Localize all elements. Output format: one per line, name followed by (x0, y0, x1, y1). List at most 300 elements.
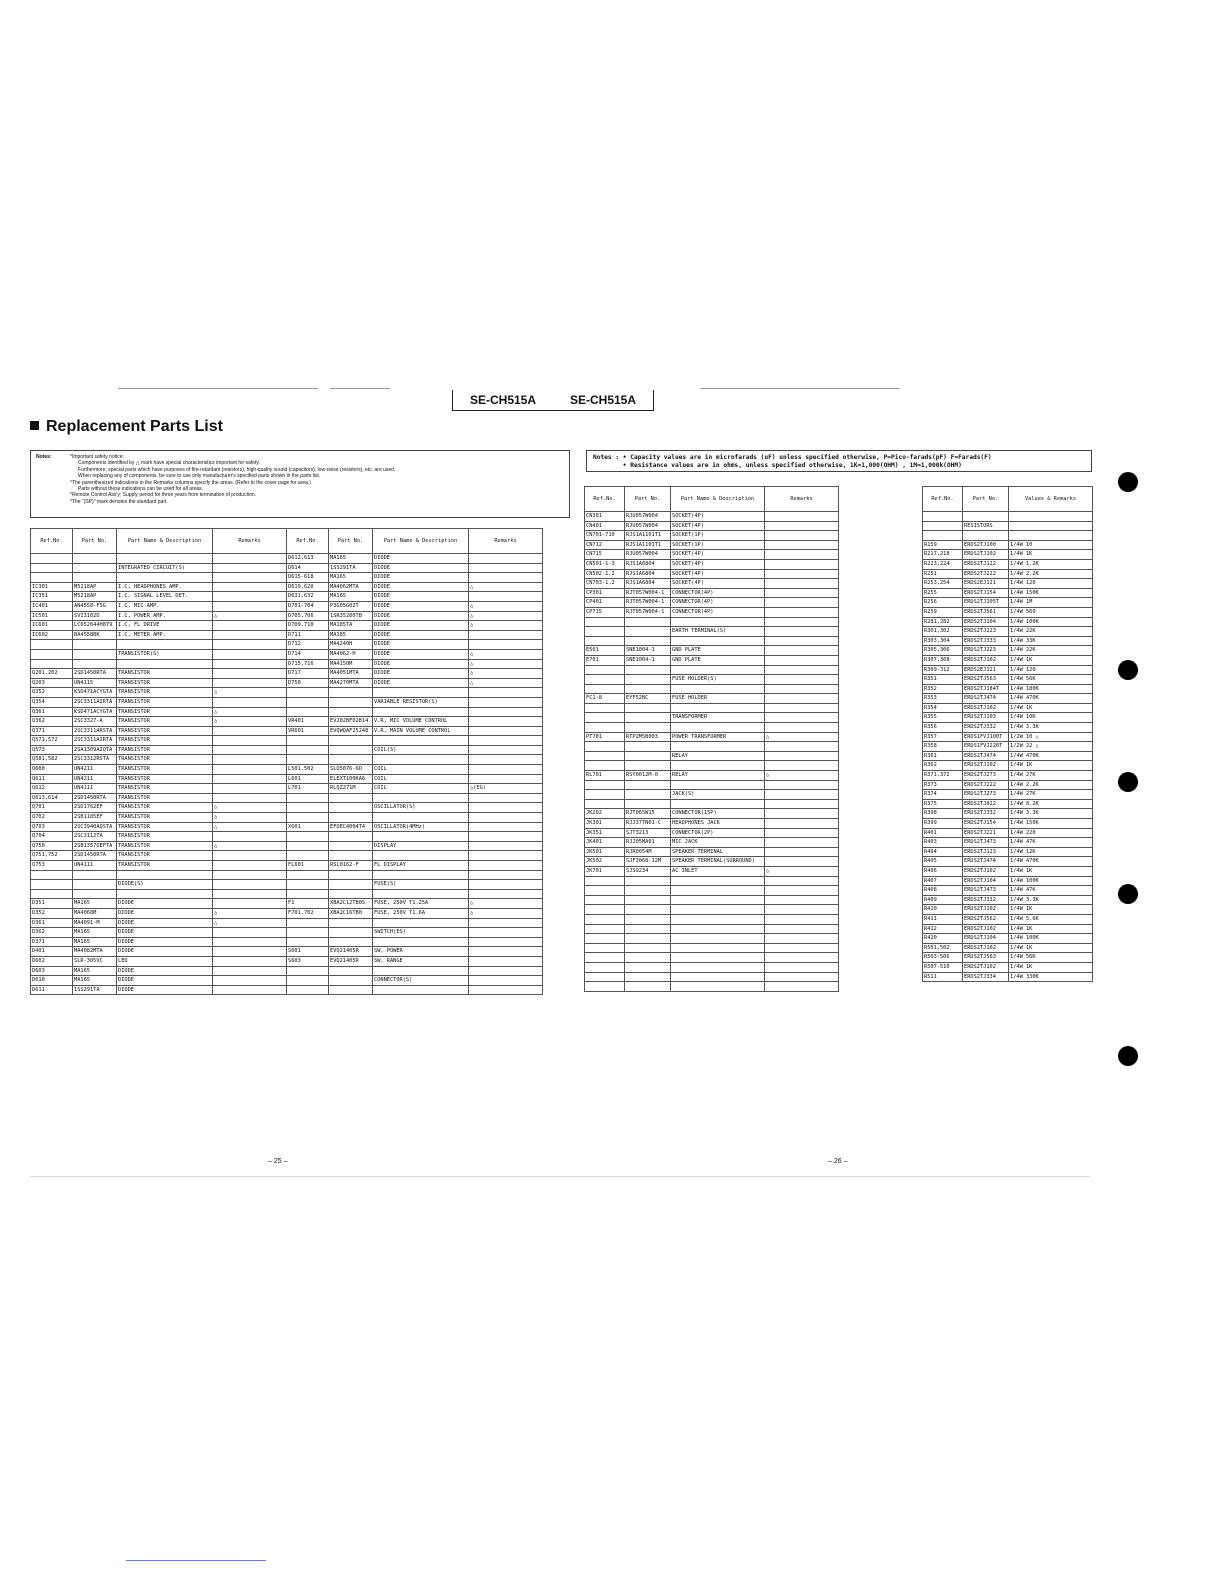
table-cell (625, 665, 671, 675)
table-cell (671, 742, 765, 752)
table-cell: ERDS2TJ563 (963, 953, 1009, 963)
table-cell (73, 554, 117, 564)
table-cell: R401 (923, 828, 963, 838)
table-row (923, 914, 1093, 924)
table-cell: RELAY (671, 751, 765, 761)
table-row (923, 924, 1093, 934)
table-cell: GND PLATE (671, 646, 765, 656)
table-cell: R355 (923, 713, 963, 723)
table-cell (671, 914, 765, 924)
table-row (923, 819, 1093, 829)
table-cell (329, 832, 373, 842)
table-row (585, 819, 839, 829)
table-cell: △ (213, 611, 287, 621)
table-row (287, 582, 543, 592)
table-cell: R357 (923, 732, 963, 742)
table-cell (765, 646, 839, 656)
table-cell: R223,224 (923, 559, 963, 569)
table-cell: UN4115 (73, 678, 117, 688)
table-cell (469, 592, 543, 602)
table-cell: 1/4W 1K (1009, 655, 1093, 665)
table-cell: CN715 (585, 550, 625, 560)
table-cell: EVQ21405R (329, 947, 373, 957)
table-cell (329, 966, 373, 976)
table-row (31, 601, 287, 611)
table-cell (765, 895, 839, 905)
table-row (923, 550, 1093, 560)
table-cell: R406 (923, 866, 963, 876)
table-cell: XBA2C12TB0S (329, 899, 373, 909)
table-row (923, 588, 1093, 598)
table-cell: ERDS2TJ474 (963, 751, 1009, 761)
table-row (923, 809, 1093, 819)
table-cell: 2SD1450RTA (73, 669, 117, 679)
table-cell: DIODE (373, 573, 469, 583)
table-cell (765, 751, 839, 761)
table-cell: IC602 (31, 630, 73, 640)
table-row (585, 972, 839, 982)
table-row (585, 550, 839, 560)
table-cell: AN4558-FSG (73, 601, 117, 611)
table-cell: ERDS1FVJ100T (963, 732, 1009, 742)
table-row (31, 630, 287, 640)
table-cell (765, 761, 839, 771)
table-cell: D352 (31, 908, 73, 918)
table-cell: RJS1A1101T1 (625, 531, 671, 541)
notes-left (30, 450, 570, 518)
table-cell (469, 976, 543, 986)
table-row (585, 559, 839, 569)
table-cell (625, 780, 671, 790)
table-cell: △ (469, 649, 543, 659)
table-cell (329, 813, 373, 823)
table-cell: Q362 (31, 717, 73, 727)
table-row (31, 678, 287, 688)
table-row (31, 947, 287, 957)
table-cell: 1/4W 470K (1009, 751, 1093, 761)
table-cell: 1/4W 470K (1009, 857, 1093, 867)
header-rule-right (700, 388, 900, 389)
table-cell (213, 582, 287, 592)
table-row (923, 751, 1093, 761)
table-cell (671, 617, 765, 627)
table-cell: ERDS2TJ474 (963, 857, 1009, 867)
table-cell (31, 870, 73, 880)
table-row (923, 723, 1093, 733)
table-cell (329, 937, 373, 947)
table-cell: 2SC3327-A (73, 717, 117, 727)
table-cell: ERDS2EJ121 (963, 579, 1009, 589)
table-cell (585, 761, 625, 771)
table-cell (469, 726, 543, 736)
table-cell: ERDS2TJ822 (963, 799, 1009, 809)
table-cell (469, 765, 543, 775)
table-cell: D709,710 (287, 621, 329, 631)
table-cell: PT701 (585, 732, 625, 742)
table-cell: Q573 (31, 745, 73, 755)
table-cell: D371 (31, 937, 73, 947)
table-cell: 1/4W 180K (1009, 684, 1093, 694)
table-cell: CN701-710 (585, 531, 625, 541)
table-row (585, 876, 839, 886)
table-cell (585, 982, 625, 992)
table-cell: △ (469, 908, 543, 918)
table-cell: CONNECTOR(15P) (671, 809, 765, 819)
table-cell (469, 832, 543, 842)
table-cell: D701-704 (287, 601, 329, 611)
table-cell: FUSE HOLDER(S) (671, 675, 765, 685)
table-cell: CN712 (585, 540, 625, 550)
table-cell: DIODE (373, 554, 469, 564)
table-row (585, 934, 839, 944)
table-cell (117, 889, 213, 899)
table-cell: X601 (287, 822, 329, 832)
table-cell: ERDS2TJ184T (963, 684, 1009, 694)
col-header: Part Name & Description (373, 529, 469, 554)
table-row (585, 771, 839, 781)
table-cell (625, 924, 671, 934)
table-cell (765, 847, 839, 857)
table-cell (585, 627, 625, 637)
table-cell (469, 966, 543, 976)
table-cell: R303,304 (923, 636, 963, 646)
table-row (287, 899, 543, 909)
table-cell: Q354 (31, 697, 73, 707)
table-cell (625, 617, 671, 627)
table-cell: OSCILLATOR(S) (373, 803, 469, 813)
table-cell: CONNECTOR(4P) (671, 598, 765, 608)
table-row (585, 953, 839, 963)
table-cell: ERDS2TJ102 (963, 905, 1009, 915)
table-cell: R351 (923, 675, 963, 685)
table-row (585, 742, 839, 752)
table-cell (585, 953, 625, 963)
table-cell (469, 688, 543, 698)
table-cell: SNE1004-1 (625, 646, 671, 656)
table-cell: D603 (31, 966, 73, 976)
table-cell: DIODE (117, 908, 213, 918)
table-cell: FUSE HOLDER (671, 694, 765, 704)
table-cell (469, 745, 543, 755)
table-cell: 1/4W 27K (1009, 771, 1093, 781)
table-cell (329, 985, 373, 995)
table-cell (765, 550, 839, 560)
table-cell (117, 659, 213, 669)
table-cell: SW, POWER (373, 947, 469, 957)
table-cell: △ (213, 707, 287, 717)
table-cell (923, 512, 963, 522)
table-row (585, 531, 839, 541)
table-row (287, 966, 543, 976)
table-row (287, 726, 543, 736)
table-cell: R503-506 (923, 953, 963, 963)
table-cell (585, 684, 625, 694)
table-row (31, 736, 287, 746)
table-cell (671, 982, 765, 992)
table-cell: SOCKET(1P) (671, 540, 765, 550)
table-cell (585, 905, 625, 915)
table-cell: V.R, MIC VOLUME CONTROL (373, 717, 469, 727)
table-cell: FL DISPLAY (373, 861, 469, 871)
table-row (31, 985, 287, 995)
page-number-left: – 25 – (268, 1158, 288, 1165)
table-row (287, 822, 543, 832)
table-row (585, 675, 839, 685)
table-cell: ERDS2TJ102 (963, 761, 1009, 771)
table-cell: DIODE (117, 937, 213, 947)
table-cell (671, 703, 765, 713)
table-cell: D610 (31, 976, 73, 986)
table-cell (329, 870, 373, 880)
table-row (31, 803, 287, 813)
table-row (287, 601, 543, 611)
table-cell: SLR-305VC (73, 956, 117, 966)
table-cell (287, 707, 329, 717)
table-cell: CP401 (585, 598, 625, 608)
table-row (31, 851, 287, 861)
table-cell (765, 905, 839, 915)
table-cell: R353 (923, 694, 963, 704)
table-cell: TRANSISTOR (117, 697, 213, 707)
table-cell: △ (765, 771, 839, 781)
table-cell (287, 697, 329, 707)
table-cell: ERDS2TJ333 (963, 636, 1009, 646)
table-row (31, 554, 287, 564)
table-cell (469, 985, 543, 995)
table-row (923, 598, 1093, 608)
table-cell: MA165 (73, 937, 117, 947)
table-row (31, 832, 287, 842)
table-row (923, 934, 1093, 944)
table-cell: MA4091-M (73, 918, 117, 928)
table-cell (373, 736, 469, 746)
table-row (287, 861, 543, 871)
table-cell (31, 649, 73, 659)
table-cell (287, 928, 329, 938)
table-cell: DIODE (373, 649, 469, 659)
table-row (923, 579, 1093, 589)
table-cell: 1/4W 1K (1009, 905, 1093, 915)
table-cell: 1/4W 1K (1009, 943, 1093, 953)
table-row (287, 573, 543, 583)
table-cell (765, 790, 839, 800)
table-cell (31, 880, 73, 890)
table-cell: EFOEC4004T4 (329, 822, 373, 832)
table-cell: DIODE (117, 976, 213, 986)
table-cell (671, 665, 765, 675)
table-cell: ERDS2TJ334 (963, 972, 1009, 982)
table-cell (765, 588, 839, 598)
table-cell (287, 889, 329, 899)
table-row (923, 953, 1093, 963)
table-cell: R374 (923, 790, 963, 800)
table-cell: Q753 (31, 861, 73, 871)
table-cell: △ (213, 918, 287, 928)
table-cell: KSD471ACYGTA (73, 707, 117, 717)
table-cell (373, 793, 469, 803)
table-row (287, 563, 543, 573)
table-cell: 1/4W 100K (1009, 617, 1093, 627)
page-number-right: – 26 – (828, 1158, 848, 1165)
table-cell: TRANSISTOR (117, 745, 213, 755)
table-cell (625, 761, 671, 771)
table-cell (213, 956, 287, 966)
table-row (923, 857, 1093, 867)
table-cell: I.C, FL DRIVE (117, 621, 213, 631)
table-row (923, 761, 1093, 771)
table-cell: R358 (923, 742, 963, 752)
table-cell: TRANSISTOR (117, 803, 213, 813)
table-row (585, 617, 839, 627)
table-cell: △ (213, 803, 287, 813)
table-cell: R251 (923, 569, 963, 579)
table-cell: △ (213, 813, 287, 823)
table-row (923, 790, 1093, 800)
col-header: Ref.No. (923, 487, 963, 512)
table-cell (765, 521, 839, 531)
table-row (585, 866, 839, 876)
table-cell: EVQWQAF25248 (329, 726, 373, 736)
table-row (287, 937, 543, 947)
table-cell (373, 832, 469, 842)
table-cell (963, 512, 1009, 522)
table-cell: DIODE (373, 621, 469, 631)
table-cell: Q751,752 (31, 851, 73, 861)
table-cell: SOCKET(4P) (671, 512, 765, 522)
table-cell: ERDS2TJ154 (963, 819, 1009, 829)
table-cell (329, 755, 373, 765)
table-row (287, 678, 543, 688)
table-cell: E701 (585, 655, 625, 665)
table-cell: SJS9234 (625, 866, 671, 876)
table-cell: JK401 (585, 838, 625, 848)
table-row (287, 736, 543, 746)
table-cell: 1/4W 1K (1009, 924, 1093, 934)
table-cell: F701,702 (287, 908, 329, 918)
table-cell (923, 521, 963, 531)
table-cell: JK501 (585, 847, 625, 857)
table-cell (287, 976, 329, 986)
table-cell: 1/4W 2.2K (1009, 569, 1093, 579)
table-cell: R159 (923, 540, 963, 550)
table-row (585, 627, 839, 637)
table-cell: MA165 (329, 554, 373, 564)
table-cell: I.C, POWER AMP. (117, 611, 213, 621)
footer-rule (30, 1176, 1090, 1177)
table-cell (625, 675, 671, 685)
table-cell (469, 947, 543, 957)
table-cell: ERDS2TJ102 (963, 550, 1009, 560)
table-cell: COIL(S) (373, 745, 469, 755)
table-cell: TRANSISTOR (117, 755, 213, 765)
table-row (585, 598, 839, 608)
table-cell (329, 880, 373, 890)
table-cell: DIODE (373, 601, 469, 611)
table-cell: MA4062-H (329, 649, 373, 659)
table-cell (31, 659, 73, 669)
table-cell: Q704 (31, 832, 73, 842)
table-cell: D717 (287, 669, 329, 679)
table-cell (469, 697, 543, 707)
table-cell (671, 886, 765, 896)
table-cell (585, 876, 625, 886)
table-cell: COIL (373, 784, 469, 794)
table-cell (213, 832, 287, 842)
table-cell: DIODE (117, 899, 213, 909)
table-cell (625, 905, 671, 915)
table-cell (1009, 531, 1093, 541)
table-row (31, 563, 287, 573)
table-cell (469, 554, 543, 564)
table-row (923, 675, 1093, 685)
table-cell: JK502 (585, 857, 625, 867)
table-cell: 1/4W 330K (1009, 972, 1093, 982)
table-cell: CP715 (585, 607, 625, 617)
table-cell (765, 703, 839, 713)
table-cell (765, 934, 839, 944)
table-cell (469, 813, 543, 823)
table-row (31, 889, 287, 899)
table-row (31, 841, 287, 851)
table-cell: 2SC3311AIRTA (73, 736, 117, 746)
table-row (287, 985, 543, 995)
table-row (923, 838, 1093, 848)
table-cell: 1/4W 150K (1009, 819, 1093, 829)
table-cell: BA4558BK (73, 630, 117, 640)
table-cell: EYF52BC (625, 694, 671, 704)
table-cell: Q352 (31, 688, 73, 698)
table-row (287, 947, 543, 957)
table-cell: OSCILLATOR(4MHz) (373, 822, 469, 832)
table-cell (671, 684, 765, 694)
table-cell: MA185TA (329, 621, 373, 631)
table-cell: FC1-8 (585, 694, 625, 704)
table-cell: RJJ37TN01-C (625, 819, 671, 829)
table-cell (213, 851, 287, 861)
table-cell (287, 745, 329, 755)
table-row (31, 745, 287, 755)
table-cell: 1/4W 8.2K (1009, 799, 1093, 809)
table-cell: △ (469, 621, 543, 631)
table-cell: 1/4W 100K (1009, 876, 1093, 886)
table-cell (585, 665, 625, 675)
table-cell (373, 985, 469, 995)
table-cell: SJT3213 (625, 828, 671, 838)
table-cell (329, 889, 373, 899)
table-cell: R361 (923, 751, 963, 761)
table-cell (625, 895, 671, 905)
table-cell: P3G05G02T (329, 601, 373, 611)
table-cell: Q581,582 (31, 755, 73, 765)
table-cell: SJF3068-12M (625, 857, 671, 867)
table-cell (765, 607, 839, 617)
table-cell: D712 (287, 640, 329, 650)
table-cell: TRANSISTOR (117, 822, 213, 832)
table-cell (625, 934, 671, 944)
table-cell (213, 870, 287, 880)
table-cell (625, 723, 671, 733)
table-cell: I.C, SIGNAL LEVEL DET. (117, 592, 213, 602)
table-cell: D619,620 (287, 582, 329, 592)
table-cell: 1SS291TA (329, 563, 373, 573)
table-cell: M5218AP (73, 582, 117, 592)
table-cell (765, 982, 839, 992)
table-row (585, 579, 839, 589)
col-header: Part No. (329, 529, 373, 554)
table-cell: ERDS2TJ105T (963, 598, 1009, 608)
table-cell (373, 889, 469, 899)
table-cell: CONNECTOR(4P) (671, 607, 765, 617)
